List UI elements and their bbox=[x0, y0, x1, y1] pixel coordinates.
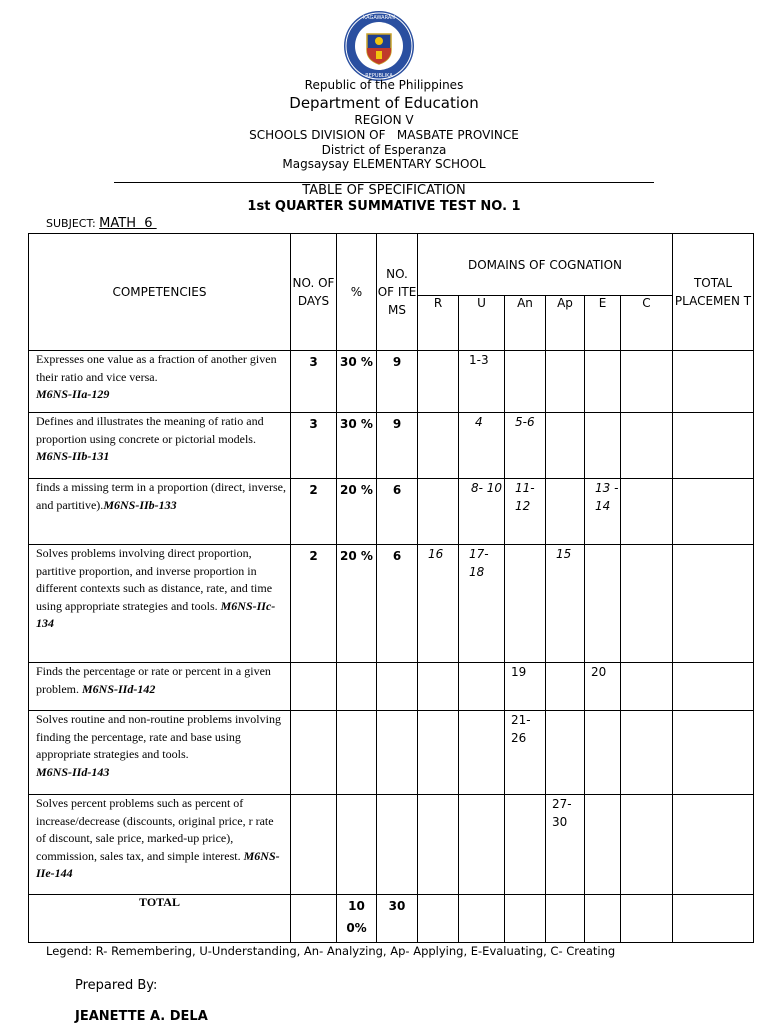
header-items: NO. OF ITE MS bbox=[377, 234, 418, 351]
competency-text: Finds the percentage or rate or percent in a given problem. bbox=[36, 664, 271, 696]
total-cell bbox=[673, 795, 754, 895]
total-an-cell bbox=[505, 895, 546, 943]
total-items: 30 bbox=[377, 895, 418, 943]
table-row bbox=[29, 545, 754, 663]
total-c-cell bbox=[621, 895, 673, 943]
days-cell bbox=[291, 795, 337, 895]
competency-code: M6NS-IId-143 bbox=[36, 764, 110, 779]
competency-cell bbox=[29, 413, 291, 479]
an-cell bbox=[505, 351, 546, 413]
u-cell bbox=[459, 795, 505, 895]
u-cell: 1-3 bbox=[459, 351, 505, 413]
table-row bbox=[29, 663, 754, 711]
an-cell: 5-6 bbox=[505, 413, 546, 479]
percent-cell bbox=[337, 711, 377, 795]
items-cell bbox=[377, 711, 418, 795]
days-cell: 2 bbox=[291, 545, 337, 663]
total-cell bbox=[673, 479, 754, 545]
competency-code: M6NS-IIa-129 bbox=[36, 387, 110, 401]
test-title: 1st QUARTER SUMMATIVE TEST NO. 1 bbox=[247, 199, 521, 214]
district-line: District of Esperanza bbox=[321, 143, 447, 157]
competency-cell bbox=[29, 545, 291, 663]
svg-text:REPUBLIKA: REPUBLIKA bbox=[365, 73, 393, 79]
e-cell bbox=[585, 413, 621, 479]
days-cell: 3 bbox=[291, 413, 337, 479]
competency-text: Defines and illustrates the meaning of ratio and proportion using concrete or pictorial models. bbox=[36, 414, 264, 446]
school-line: Magsaysay ELEMENTARY SCHOOL bbox=[282, 157, 486, 171]
competency-code: M6NS-IIc-134 bbox=[36, 598, 276, 630]
total-cell bbox=[673, 711, 754, 795]
items-cell: 6 bbox=[377, 545, 418, 663]
percent-cell bbox=[337, 663, 377, 711]
total-u-cell bbox=[459, 895, 505, 943]
c-cell bbox=[621, 351, 673, 413]
percent-cell: 20 % bbox=[337, 545, 377, 663]
days-cell bbox=[291, 711, 337, 795]
republic-line: Republic of the Philippines bbox=[304, 78, 464, 92]
header-competencies: COMPETENCIES bbox=[29, 234, 291, 351]
total-label: TOTAL bbox=[29, 895, 291, 943]
e-cell: 13 - 14 bbox=[585, 479, 621, 545]
an-cell: 21- 26 bbox=[505, 711, 546, 795]
items-cell: 6 bbox=[377, 479, 418, 545]
division-line: SCHOOLS DIVISION OF MASBATE PROVINCE bbox=[249, 128, 519, 142]
e-cell bbox=[585, 351, 621, 413]
total-e-cell bbox=[585, 895, 621, 943]
competency-code: M6NS-IIe-144 bbox=[36, 848, 280, 880]
total-placement-cell bbox=[673, 895, 754, 943]
header-row bbox=[29, 234, 754, 296]
doc-title: TABLE OF SPECIFICATION bbox=[302, 183, 466, 198]
ap-cell bbox=[546, 711, 585, 795]
e-cell: 20 bbox=[585, 663, 621, 711]
competency-text: Solves problems involving direct proportion, partitive proportion, and inverse proportion in different contexts such as distance, rate, and time using appropriate strategies and tools. bbox=[36, 546, 273, 613]
c-cell bbox=[621, 663, 673, 711]
header-days: NO. OF DAYS bbox=[291, 234, 337, 351]
total-r-cell bbox=[418, 895, 459, 943]
domain-c: C bbox=[621, 296, 673, 351]
competency-code: M6NS-IIb-133 bbox=[103, 497, 177, 512]
items-cell: 9 bbox=[377, 413, 418, 479]
subject-value: MATH 6 bbox=[99, 216, 157, 231]
competency-cell bbox=[29, 795, 291, 895]
total-cell bbox=[673, 351, 754, 413]
percent-cell: 30 % bbox=[337, 413, 377, 479]
r-cell bbox=[418, 795, 459, 895]
e-cell bbox=[585, 711, 621, 795]
an-cell: 19 bbox=[505, 663, 546, 711]
days-cell: 2 bbox=[291, 479, 337, 545]
r-cell bbox=[418, 413, 459, 479]
table-row bbox=[29, 795, 754, 895]
r-cell bbox=[418, 711, 459, 795]
total-ap-cell bbox=[546, 895, 585, 943]
competency-text: Expresses one value as a fraction of another given their ratio and vice versa. bbox=[36, 352, 277, 384]
days-cell bbox=[291, 663, 337, 711]
competency-text: Solves percent problems such as percent of increase/decrease (discounts, original price, r rate of discount, sale price, marked-up price), commission, sales tax, and simple interest. bbox=[36, 796, 274, 863]
r-cell: 16 bbox=[418, 545, 459, 663]
domain-e: E bbox=[585, 296, 621, 351]
items-cell bbox=[377, 795, 418, 895]
prepared-by-label: Prepared By: bbox=[75, 978, 158, 993]
competency-code: M6NS-IId-142 bbox=[82, 681, 156, 696]
table-row bbox=[29, 413, 754, 479]
days-cell: 3 bbox=[291, 351, 337, 413]
percent-cell: 20 % bbox=[337, 479, 377, 545]
region-line: REGION V bbox=[354, 113, 414, 127]
percent-cell bbox=[337, 795, 377, 895]
table-row bbox=[29, 479, 754, 545]
competency-text: finds a missing term in a proportion (direct, inverse, and partitive). bbox=[36, 480, 286, 512]
u-cell: 4 bbox=[459, 413, 505, 479]
u-cell bbox=[459, 663, 505, 711]
table-row bbox=[29, 711, 754, 795]
domain-an: An bbox=[505, 296, 546, 351]
total-cell bbox=[673, 545, 754, 663]
r-cell bbox=[418, 663, 459, 711]
deped-seal bbox=[343, 10, 415, 82]
total-days-cell bbox=[291, 895, 337, 943]
c-cell bbox=[621, 711, 673, 795]
c-cell bbox=[621, 545, 673, 663]
ap-cell bbox=[546, 479, 585, 545]
subject-label: SUBJECT: bbox=[46, 217, 96, 230]
preparer-name: JEANETTE A. DELA bbox=[75, 1009, 208, 1024]
an-cell bbox=[505, 795, 546, 895]
domain-ap: Ap bbox=[546, 296, 585, 351]
ap-cell bbox=[546, 663, 585, 711]
table-row bbox=[29, 351, 754, 413]
items-cell: 9 bbox=[377, 351, 418, 413]
specification-table bbox=[28, 233, 754, 943]
u-cell: 8- 10 bbox=[459, 479, 505, 545]
r-cell bbox=[418, 351, 459, 413]
ap-cell: 27- 30 bbox=[546, 795, 585, 895]
ap-cell bbox=[546, 413, 585, 479]
r-cell bbox=[418, 479, 459, 545]
u-cell bbox=[459, 711, 505, 795]
legend: Legend: R- Remembering, U-Understanding, An- Analyzing, Ap- Applying, E-Evaluating, C- Creating bbox=[46, 944, 616, 958]
c-cell bbox=[621, 479, 673, 545]
competency-cell bbox=[29, 711, 291, 795]
competency-cell bbox=[29, 351, 291, 413]
c-cell bbox=[621, 413, 673, 479]
e-cell bbox=[585, 545, 621, 663]
ap-cell bbox=[546, 351, 585, 413]
header-total: TOTAL PLACEMEN T bbox=[673, 234, 754, 351]
competency-text: Solves routine and non-routine problems involving finding the percentage, rate and base using appropriate strategies and tools. bbox=[36, 712, 281, 761]
competency-cell bbox=[29, 663, 291, 711]
total-cell bbox=[673, 413, 754, 479]
header-percent: % bbox=[337, 234, 377, 351]
domain-u: U bbox=[459, 296, 505, 351]
competency-cell bbox=[29, 479, 291, 545]
an-cell bbox=[505, 545, 546, 663]
department-line: Department of Education bbox=[289, 94, 479, 112]
total-percent: 10 0% bbox=[337, 895, 377, 943]
percent-cell: 30 % bbox=[337, 351, 377, 413]
an-cell: 11- 12 bbox=[505, 479, 546, 545]
domain-r: R bbox=[418, 296, 459, 351]
items-cell bbox=[377, 663, 418, 711]
total-cell bbox=[673, 663, 754, 711]
c-cell bbox=[621, 795, 673, 895]
u-cell: 17- 18 bbox=[459, 545, 505, 663]
ap-cell: 15 bbox=[546, 545, 585, 663]
svg-text:KAGAWARAN: KAGAWARAN bbox=[362, 15, 396, 21]
subject-line bbox=[46, 216, 157, 231]
e-cell bbox=[585, 795, 621, 895]
header-domains: DOMAINS OF COGNATION bbox=[418, 234, 673, 296]
total-row bbox=[29, 895, 754, 943]
competency-code: M6NS-IIb-131 bbox=[36, 449, 110, 463]
